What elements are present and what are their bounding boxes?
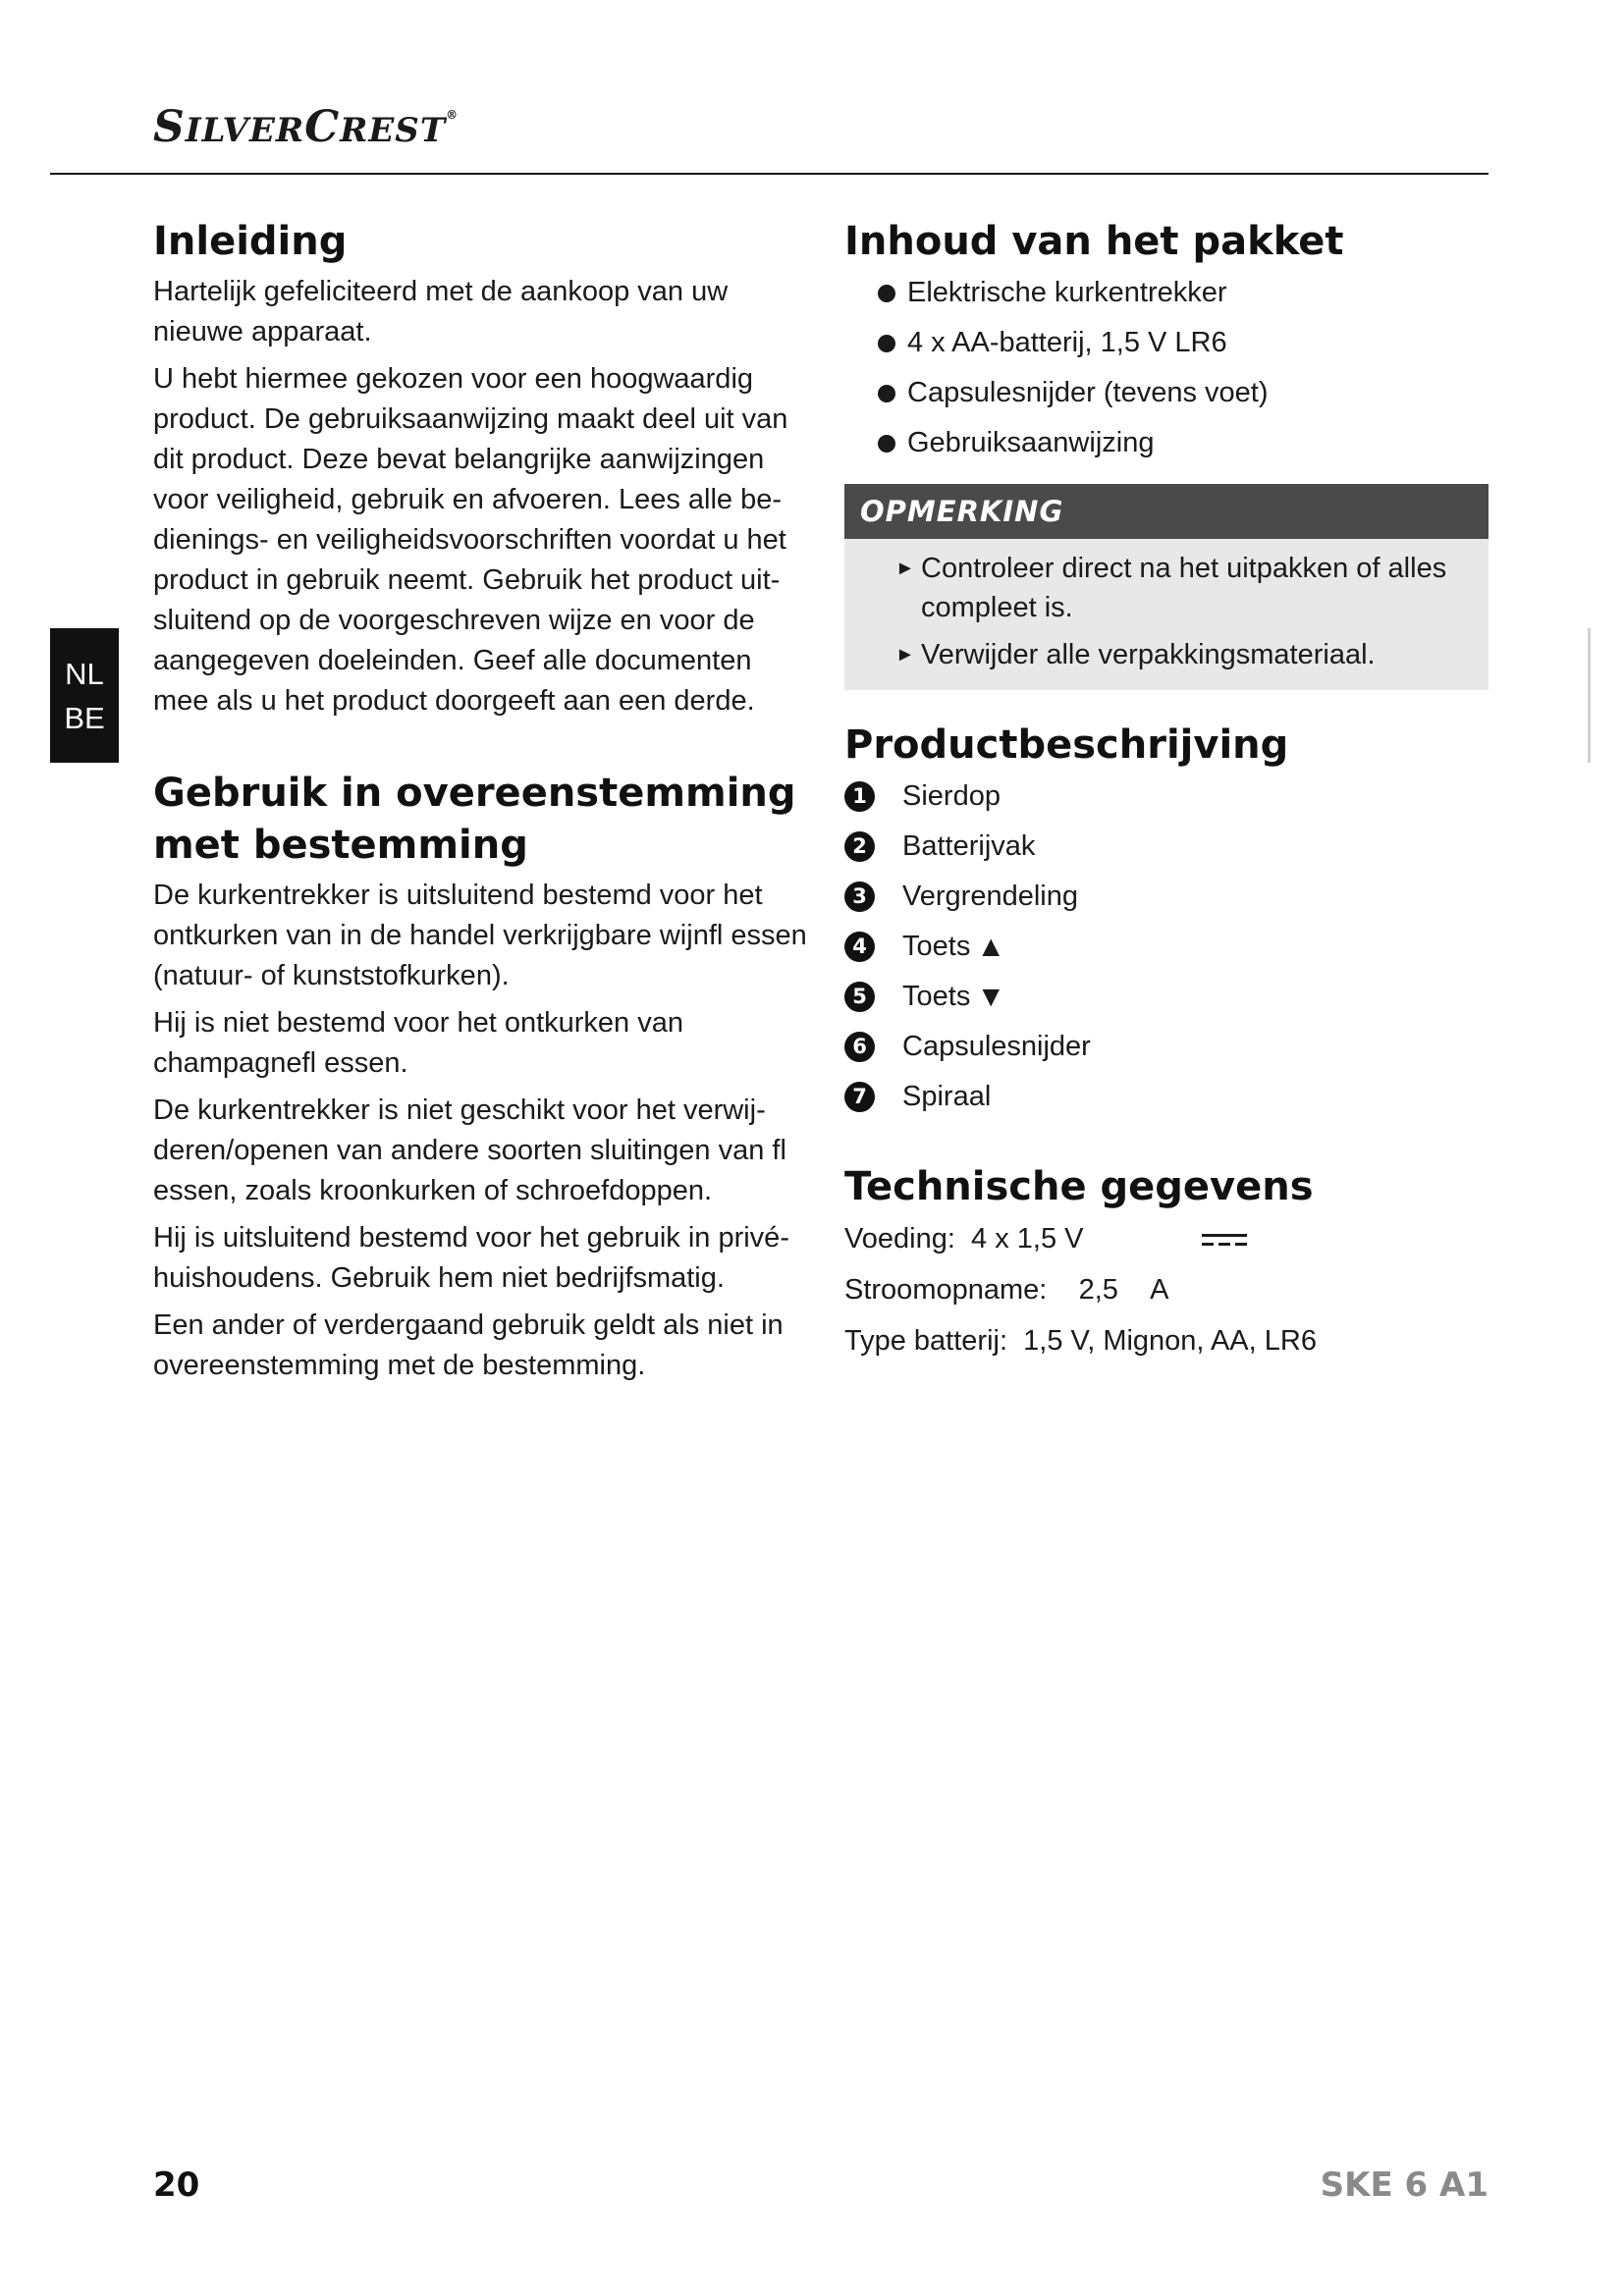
right-column xyxy=(844,216,1489,1366)
part-item: 4 Toets ▲ xyxy=(844,922,1489,972)
header-rule xyxy=(50,173,1489,175)
number-badge-icon: 6 xyxy=(844,1032,875,1062)
bullet-dot-icon xyxy=(878,285,895,302)
spec-power: Voeding: 4 x 1,5 V xyxy=(844,1213,1489,1264)
page-edge-mark xyxy=(1588,628,1591,763)
intended-use-paragraph: Hij is niet bestemd voor het ontkurken van champagnefl essen. xyxy=(153,1007,683,1079)
number-badge-icon: 3 xyxy=(844,881,875,912)
list-item: 4 x AA-batterij, 1,5 V LR6 xyxy=(878,318,1489,368)
language-code-be: BE xyxy=(64,700,105,735)
part-item: 2 Batterijvak xyxy=(844,822,1489,872)
number-badge-icon: 1 xyxy=(844,781,875,812)
bullet-dot-icon xyxy=(878,335,895,352)
intro-paragraph: U hebt hiermee gekozen voor een hoogwaardig product. De gebruiksaanwijzing maakt deel uit van dit product. Deze bevat belangrijke aanwijzingen voor veiligheid, gebruik en afvoeren. Lees alle bedienings- en veiligheidsvoorschriften voordat u het product in gebruik neemt. Gebruik het product uitsluitend op de voorgeschreven wijze en voor de aangegeven doeleinden. Geef alle documenten mee als u het product doorgeeft aan een derde. xyxy=(153,363,788,717)
part-item: 7 Spiraal xyxy=(844,1072,1489,1122)
triangle-up-icon: ▲ xyxy=(976,931,1006,963)
part-item: 3 Vergrendeling xyxy=(844,872,1489,922)
parts-list xyxy=(844,772,1489,1122)
part-item: 6 Capsulesnijder xyxy=(844,1022,1489,1072)
package-list xyxy=(844,268,1489,468)
number-badge-icon: 4 xyxy=(844,932,875,962)
spec-battery: Type batterij: 1,5 V, Mignon, AA, LR6 xyxy=(844,1325,1317,1357)
note-header: OPMERKING xyxy=(844,484,1489,539)
intended-use-paragraph: De kurkentrekker is niet geschikt voor het verwijderen/openen van andere soorten sluitingen van fl essen, zoals kroonkurken of schroefdoppen. xyxy=(153,1095,786,1206)
list-item: Gebruiksaanwijzing xyxy=(878,418,1489,468)
part-item: 1 Sierdop xyxy=(844,772,1489,822)
note-box xyxy=(844,484,1489,690)
dc-current-icon xyxy=(1202,1231,1247,1249)
description-heading: Productbeschrijving xyxy=(844,722,1289,768)
bullet-dot-icon xyxy=(878,385,895,402)
list-item: Capsulesnijder (tevens voet) xyxy=(878,368,1489,418)
number-badge-icon: 5 xyxy=(844,982,875,1012)
spec-current: Stroomopname: 2,5 A xyxy=(844,1274,1169,1306)
intended-use-paragraph: Een ander of verdergaand gebruik geldt als niet in overeenstemming met de bestemming. xyxy=(153,1309,784,1381)
note-item: ► Controleer direct na het uitpakken of alles compleet is. xyxy=(895,549,1469,627)
model-number: SKE 6 A1 xyxy=(1320,2165,1489,2205)
language-tab xyxy=(50,628,119,763)
number-badge-icon: 7 xyxy=(844,1082,875,1112)
brand-logo: SILVERCREST® xyxy=(153,102,460,152)
language-code-nl: NL xyxy=(65,656,104,691)
bullet-dot-icon xyxy=(878,435,895,453)
intro-paragraph: Hartelijk gefeliciteerd met de aankoop van uw nieuwe apparaat. xyxy=(153,276,729,347)
arrow-right-icon: ► xyxy=(895,644,915,666)
package-heading: Inhoud van het pakket xyxy=(844,219,1344,264)
intended-use-paragraph: Hij is uitsluitend bestemd voor het gebruik in privéhuishoudens. Gebruik hem niet bedrijfsmatig. xyxy=(153,1222,789,1294)
triangle-down-icon: ▼ xyxy=(976,981,1006,1013)
intended-use-paragraph: De kurkentrekker is uitsluitend bestemd voor het ontkurken van in de handel verkrijgbare wijnfl essen (natuur- of kunststofkurken). xyxy=(153,880,807,991)
note-item: ► Verwijder alle verpakkingsmateriaal. xyxy=(895,635,1469,674)
number-badge-icon: 2 xyxy=(844,831,875,862)
arrow-right-icon: ► xyxy=(895,558,915,579)
list-item: Elektrische kurkentrekker xyxy=(878,268,1489,318)
specs-heading: Technische gegevens xyxy=(844,1164,1314,1209)
page-number: 20 xyxy=(153,2165,200,2205)
intro-heading: Inleiding xyxy=(153,219,348,264)
part-item: 5 Toets ▼ xyxy=(844,972,1489,1022)
left-column xyxy=(153,216,811,1393)
intended-use-heading: Gebruik in overeenstemming met bestemming xyxy=(153,771,796,868)
